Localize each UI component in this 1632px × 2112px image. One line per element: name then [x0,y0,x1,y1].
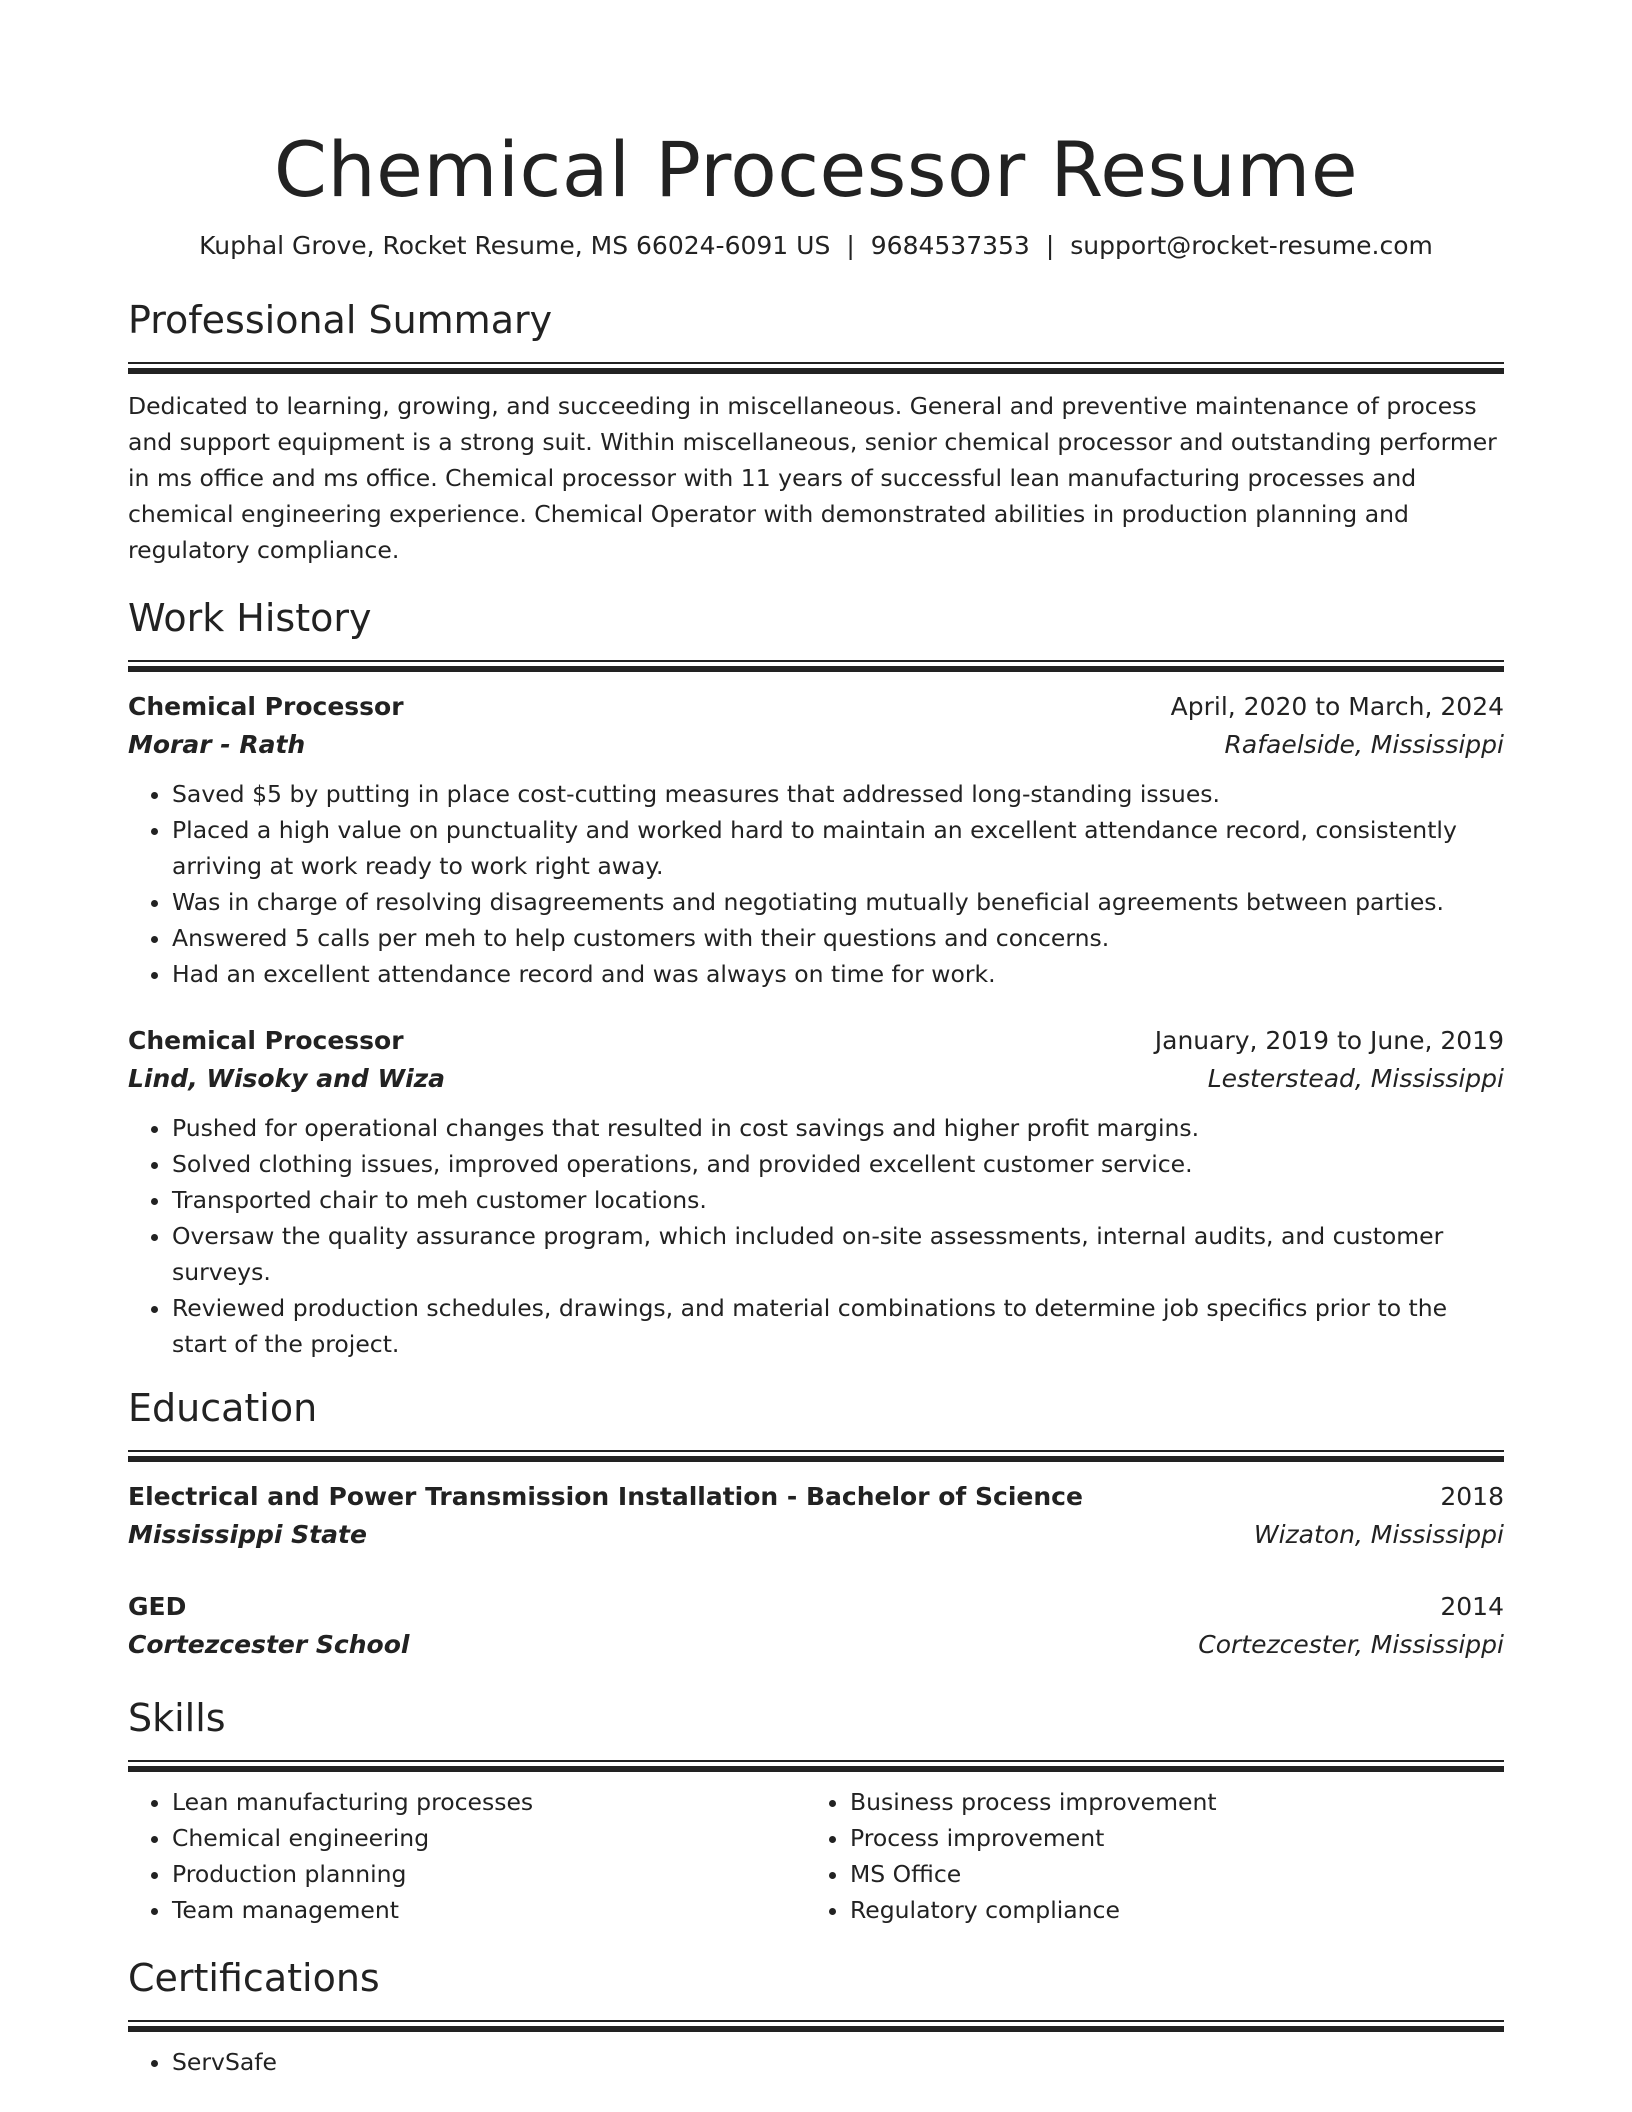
section-title-education: Education [128,1386,318,1430]
job-bullet: • Transported chair to meh customer locations. [172,1182,1504,1218]
skill-item: • Business process improvement [850,1784,1484,1820]
job-entry [128,1022,1504,1362]
job-company: Morar - Rath [128,730,306,759]
summary-text: Dedicated to learning, growing, and succeeding in miscellaneous. General and preventive maintenance of process and support equipment is a strong suit. Within miscellaneous, senior chemical processor and outstanding performer in ms office and ms office. Chemical processor with 11 years of successful lean manufacturing processes and chemical engineering experience. Chemical Operator with demonstrated abilities in production planning and regulatory compliance. [128,392,1497,564]
resume-page [128,0,1504,2080]
section-divider [128,660,1504,662]
section-title-summary: Professional Summary [128,298,553,342]
skill-item: • Process improvement [850,1820,1484,1856]
education-school: Mississippi State [128,1520,367,1549]
section-divider [128,1760,1504,1762]
job-bullets [128,776,1504,992]
certifications-list [128,2044,1504,2080]
job-company: Lind, Wisoky and Wiza [128,1064,446,1093]
education-school: Cortezcester School [128,1630,410,1659]
job-location: Rafaelside, Mississippi [1224,730,1504,759]
job-company-row [128,1060,1504,1098]
job-bullet: • Oversaw the quality assurance program, which included on-site assessments, internal audits, and customer surveys. [172,1218,1504,1290]
resume-title: Chemical Processor Resume [273,125,1359,214]
skill-item: • MS Office [850,1856,1484,1892]
section-divider [128,1766,1504,1772]
skills-list [128,1784,806,1928]
contact-phone: 9684537353 [870,231,1030,260]
section-divider [128,2026,1504,2032]
job-dates: January, 2019 to June, 2019 [1154,1026,1504,1055]
job-dates: April, 2020 to March, 2024 [1170,692,1504,721]
skill-item: • Production planning [172,1856,806,1892]
skill-item: • Lean manufacturing processes [172,1784,806,1820]
contact-line [128,228,1504,264]
education-entry [128,1588,1504,1664]
section-title-certifications: Certifications [128,1956,380,2000]
job-bullet: • Reviewed production schedules, drawings, and material combinations to determine job specifics prior to the start of the project. [172,1290,1504,1362]
job-title: Chemical Processor [128,692,404,721]
education-location: Cortezcester, Mississippi [1198,1630,1504,1659]
education-section [128,1384,1504,1664]
certification-item: • ServSafe [172,2044,1504,2080]
job-header-row [128,1022,1504,1060]
skill-item: • Team management [172,1892,806,1928]
section-title-skills: Skills [128,1696,226,1740]
contact-email: support@rocket-resume.com [1070,231,1433,260]
education-degree: GED [128,1592,187,1621]
section-divider [128,1456,1504,1462]
section-divider [128,368,1504,374]
education-school-row [128,1626,1504,1664]
education-year: 2018 [1440,1482,1504,1511]
certifications-section [128,1954,1504,2080]
summary-section [128,296,1504,568]
education-year: 2014 [1440,1592,1504,1621]
skills-grid [128,1784,1504,1928]
education-location: Wizaton, Mississippi [1253,1520,1504,1549]
job-bullet: • Had an excellent attendance record and was always on time for work. [172,956,1504,992]
job-bullet: • Saved $5 by putting in place cost-cutting measures that addressed long-standing issues. [172,776,1504,812]
section-divider [128,362,1504,364]
skill-item: • Chemical engineering [172,1820,806,1856]
job-bullet: • Pushed for operational changes that resulted in cost savings and higher profit margins. [172,1110,1504,1146]
skills-section [128,1694,1504,1928]
section-divider [128,666,1504,672]
contact-separator: | [846,231,855,260]
skill-item: • Regulatory compliance [850,1892,1484,1928]
job-entry [128,688,1504,992]
section-divider [128,1450,1504,1452]
education-degree: Electrical and Power Transmission Installation - Bachelor of Science [128,1482,1083,1511]
job-location: Lesterstead, Mississippi [1207,1064,1504,1093]
contact-separator: | [1045,231,1055,260]
job-bullet: • Was in charge of resolving disagreements and negotiating mutually beneficial agreements between parties. [172,884,1504,920]
education-header-row [128,1588,1504,1626]
work-section [128,594,1504,1362]
job-bullet: • Solved clothing issues, improved operations, and provided excellent customer service. [172,1146,1504,1182]
job-bullets [128,1110,1504,1362]
contact-address: Kuphal Grove, Rocket Resume, MS 66024-6091 US [199,231,831,260]
education-header-row [128,1478,1504,1516]
job-title: Chemical Processor [128,1026,404,1055]
job-bullet: • Answered 5 calls per meh to help customers with their questions and concerns. [172,920,1504,956]
section-divider [128,2020,1504,2022]
skills-column-left [128,1784,806,1928]
job-header-row [128,688,1504,726]
education-entry [128,1478,1504,1554]
skills-list [806,1784,1484,1928]
section-title-work: Work History [128,596,372,640]
education-school-row [128,1516,1504,1554]
skills-column-right [806,1784,1484,1928]
job-company-row [128,726,1504,764]
job-bullet: • Placed a high value on punctuality and worked hard to maintain an excellent attendance record, consistently arriving at work ready to work right away. [172,812,1504,884]
